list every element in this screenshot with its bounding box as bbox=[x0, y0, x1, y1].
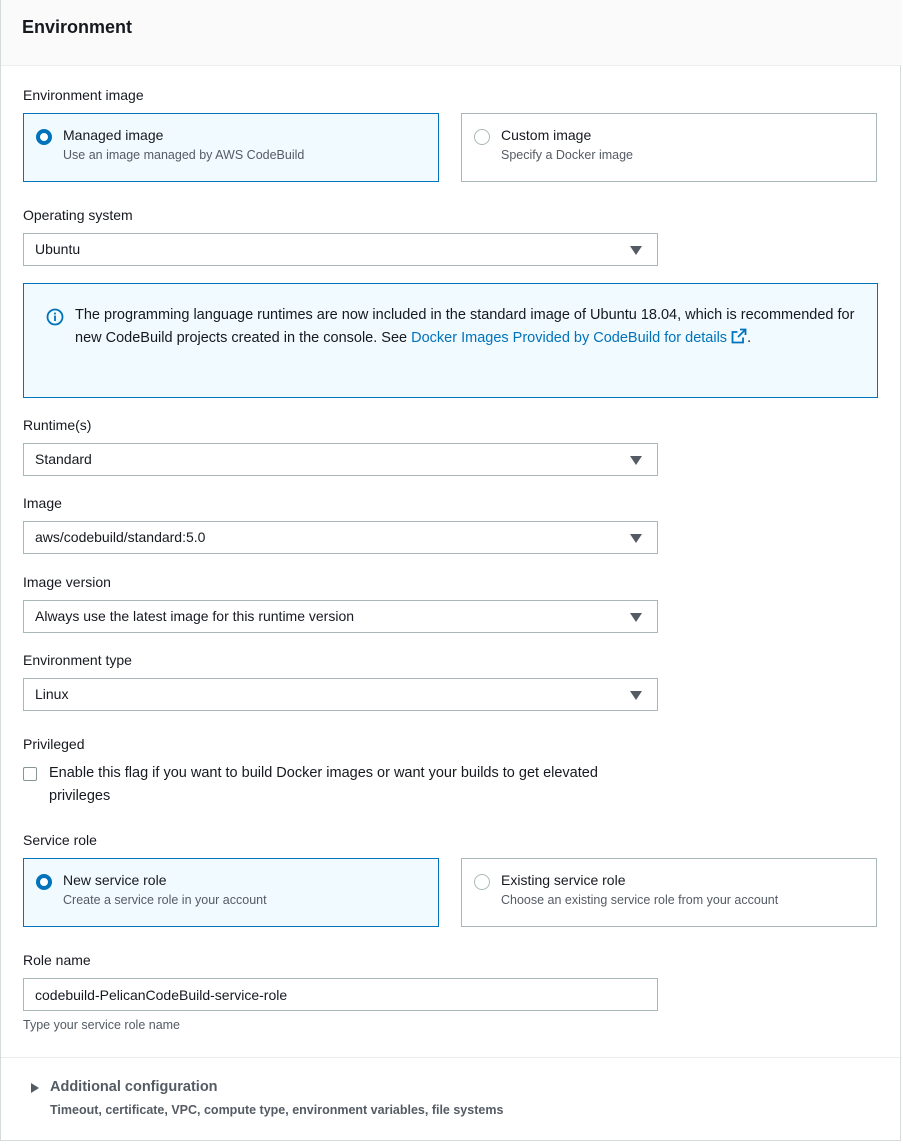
managed-image-radio[interactable] bbox=[36, 129, 52, 145]
external-link-icon bbox=[731, 328, 747, 344]
panel-header bbox=[1, 0, 902, 66]
existing-service-role-tile[interactable] bbox=[461, 858, 877, 927]
caret-down-icon bbox=[630, 246, 642, 255]
image-value: aws/codebuild/standard:5.0 bbox=[35, 529, 206, 545]
existing-service-role-radio[interactable] bbox=[474, 874, 490, 890]
caret-right-icon bbox=[31, 1083, 39, 1093]
managed-image-tile[interactable] bbox=[23, 113, 439, 182]
image-version-select[interactable] bbox=[23, 600, 658, 633]
operating-system-select[interactable] bbox=[23, 233, 658, 266]
managed-image-description: Use an image managed by AWS CodeBuild bbox=[63, 148, 305, 162]
existing-service-role-title: Existing service role bbox=[501, 872, 626, 888]
managed-image-title: Managed image bbox=[63, 127, 164, 143]
environment-type-value: Linux bbox=[35, 686, 69, 702]
environment-type-select[interactable] bbox=[23, 678, 658, 711]
existing-service-role-description: Choose an existing service role from your account bbox=[501, 893, 779, 907]
docker-images-link[interactable] bbox=[411, 330, 747, 346]
privileged-label: Privileged bbox=[23, 736, 85, 752]
panel-title: Environment bbox=[22, 17, 133, 37]
image-version-value: Always use the latest image for this runtime version bbox=[35, 608, 355, 624]
environment-image-label: Environment image bbox=[23, 87, 144, 103]
custom-image-radio[interactable] bbox=[474, 129, 490, 145]
image-version-label: Image version bbox=[23, 574, 111, 590]
image-label: Image bbox=[23, 495, 62, 511]
custom-image-tile[interactable] bbox=[461, 113, 877, 182]
caret-down-icon bbox=[630, 613, 642, 622]
role-name-input[interactable] bbox=[23, 978, 658, 1011]
new-service-role-title: New service role bbox=[63, 872, 167, 888]
runtime-label: Runtime(s) bbox=[23, 417, 92, 433]
additional-configuration-title: Additional configuration bbox=[50, 1079, 218, 1095]
additional-configuration-description: Timeout, certificate, VPC, compute type, environment variables, file systems bbox=[50, 1103, 504, 1117]
service-role-label: Service role bbox=[23, 832, 97, 848]
info-alert-message: The programming language runtimes are now included in the standard image of Ubuntu 18.04, which is recommended for new CodeBuild projects created in the console. See bbox=[75, 307, 855, 346]
info-alert bbox=[23, 283, 878, 398]
custom-image-title: Custom image bbox=[501, 127, 592, 143]
operating-system-value: Ubuntu bbox=[35, 241, 81, 257]
runtime-select[interactable] bbox=[23, 443, 658, 476]
docker-images-link-text: Docker Images Provided by CodeBuild for details bbox=[411, 330, 728, 346]
caret-down-icon bbox=[630, 456, 642, 465]
caret-down-icon bbox=[630, 691, 642, 700]
privileged-checkbox-label[interactable]: Enable this flag if you want to build Docker images or want your builds to get elevated privileges bbox=[49, 765, 598, 804]
info-alert-suffix: . bbox=[747, 330, 752, 346]
info-alert-text bbox=[75, 304, 865, 350]
additional-configuration-expander[interactable] bbox=[23, 1075, 723, 1125]
image-select[interactable] bbox=[23, 521, 658, 554]
caret-down-icon bbox=[630, 534, 642, 543]
new-service-role-description: Create a service role in your account bbox=[63, 893, 267, 907]
runtime-value: Standard bbox=[35, 451, 92, 467]
new-service-role-radio[interactable] bbox=[36, 874, 52, 890]
role-name-hint: Type your service role name bbox=[23, 1018, 181, 1032]
section-divider bbox=[1, 1057, 902, 1058]
new-service-role-tile[interactable] bbox=[23, 858, 439, 927]
role-name-label: Role name bbox=[23, 952, 91, 968]
info-circle-icon bbox=[46, 308, 64, 326]
privileged-checkbox[interactable] bbox=[23, 767, 37, 781]
environment-type-label: Environment type bbox=[23, 652, 132, 668]
custom-image-description: Specify a Docker image bbox=[501, 148, 634, 162]
operating-system-label: Operating system bbox=[23, 207, 133, 223]
